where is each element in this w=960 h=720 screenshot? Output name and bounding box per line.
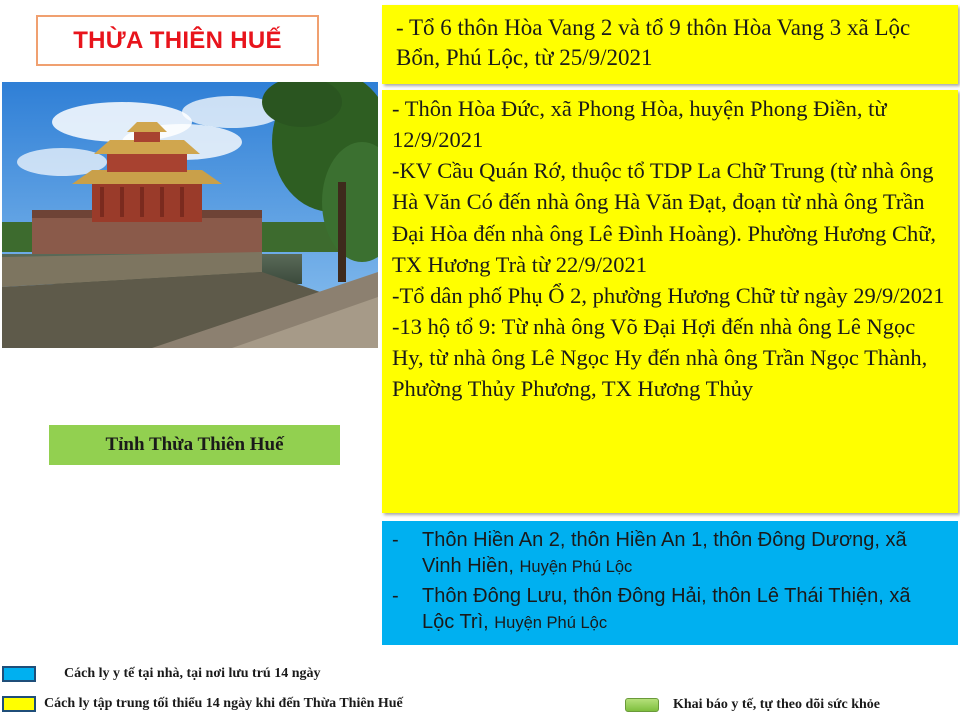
yellow-main-line: -13 hộ tổ 9: Từ nhà ông Võ Đại Hợi đến nhà ông Lê Ngọc Hy, từ nhà ông Lê Ngọc Hy đến nhà ông Trần Ngọc Thành, Phường Thủy Phương, TX Hương Thủy [392, 314, 928, 402]
legend-blue-text: Cách ly y tế tại nhà, tại nơi lưu trú 14 ngày [64, 666, 321, 681]
list-dash: - [392, 529, 399, 551]
citadel-photo [2, 82, 378, 348]
yellow-main-line: - Thôn Hòa Đức, xã Phong Hòa, huyện Phong Điền, từ 12/9/2021 [392, 96, 887, 153]
yellow-top-box [382, 5, 958, 84]
list-item-small-text: Huyện Phú Lộc [519, 558, 633, 576]
legend-yellow-swatch [2, 696, 36, 712]
list-item [392, 527, 948, 579]
list-dash: - [392, 585, 399, 607]
list-item-text: Thôn Đông Lưu, thôn Đông Hải, thôn Lê Thái Thiện, xã Lộc Trì, [422, 585, 911, 633]
legend-blue [2, 666, 321, 682]
yellow-main-line: -KV Cầu Quán Rớ, thuộc tổ TDP La Chữ Trung (từ nhà ông Hà Văn Có đến nhà ông Hà Văn Đạt, đoạn từ nhà ông Trần Đại Hòa đến nhà ông Lê Đình Hoàng). Phường Hương Chữ, TX Hương Trà từ 22/9/2021 [392, 158, 937, 277]
yellow-main-line: -Tổ dân phố Phụ Ổ 2, phường Hương Chữ từ ngày 29/9/2021 [392, 282, 945, 308]
legend-yellow-text: Cách ly tập trung tối thiểu 14 ngày khi đến Thừa Thiên Huế [44, 696, 403, 711]
legend-blue-swatch [2, 666, 36, 682]
list-item-small-text: Huyện Phú Lộc [494, 614, 608, 632]
yellow-top-text: - Tổ 6 thôn Hòa Vang 2 và tổ 9 thôn Hòa Vang 3 xã Lộc Bổn, Phú Lộc, từ 25/9/2021 [396, 15, 911, 70]
yellow-main-box [382, 90, 958, 513]
list-item-content [422, 527, 948, 579]
legend-green [625, 697, 880, 713]
list-item-text: Thôn Hiền An 2, thôn Hiền An 1, thôn Đông Dương, xã Vinh Hiền, [422, 529, 907, 577]
blue-box [382, 521, 958, 645]
page-title: THỪA THIÊN HUẾ [73, 26, 282, 54]
province-label-text: Tỉnh Thừa Thiên Huế [105, 434, 284, 455]
legend-green-text: Khai báo y tế, tự theo dõi sức khỏe [673, 697, 880, 712]
legend-green-swatch [625, 698, 659, 712]
list-item [392, 583, 948, 635]
legend-yellow [2, 696, 403, 712]
province-label [49, 425, 340, 465]
list-item-content [422, 583, 948, 635]
title-box [36, 15, 319, 66]
